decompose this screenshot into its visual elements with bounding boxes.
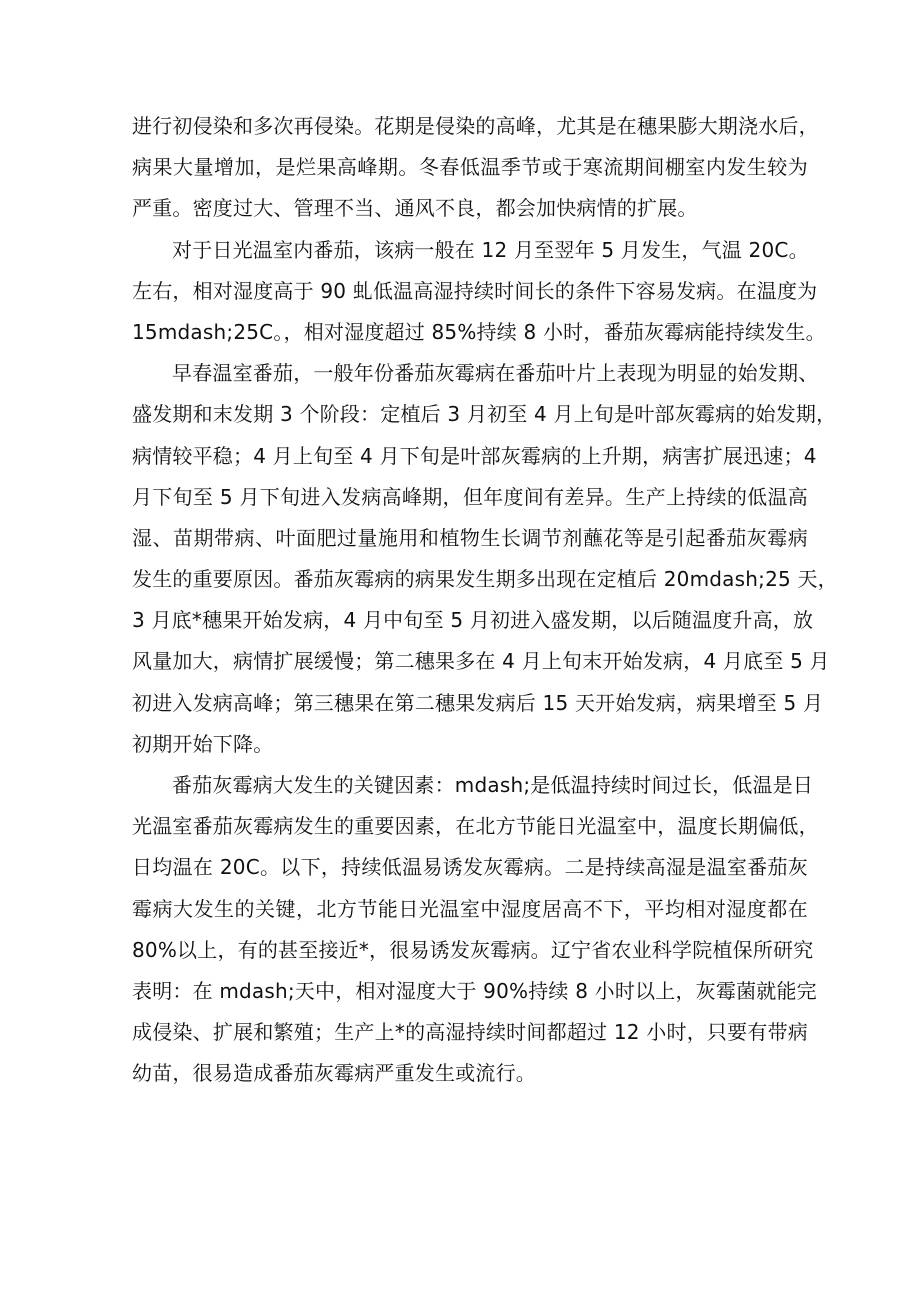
text-line: 初期开始下降。 bbox=[132, 731, 274, 756]
text-line: 盛发期和末发期 3 个阶段：定植后 3 月初至 4 月上旬是叶部灰霉病的始发期， bbox=[132, 402, 837, 427]
text-line: 湿、苗期带病、叶面肥过量施用和植物生长调节剂蘸花等是引起番茄灰霉病 bbox=[132, 525, 808, 550]
text-line: 左右，相对湿度高于 90 虬低温高湿持续时间长的条件下容易发病。在温度为 bbox=[132, 278, 818, 303]
text-line: 番茄灰霉病大发生的关键因素：mdash;是低温持续时间过长，低温是日 bbox=[172, 773, 814, 797]
text-line: 严重。密度过大、管理不当、通风不良，都会加快病情的扩展。 bbox=[132, 196, 698, 221]
text-line: 发生的重要原因。番茄灰霉病的病果发生期多出现在定植后 20mdash;25 天， bbox=[132, 567, 838, 592]
text-line: 早春温室番茄，一般年份番茄灰霉病在番茄叶片上表现为明显的始发期、 bbox=[172, 361, 819, 386]
body-text bbox=[132, 106, 838, 1095]
text-line: 风量加大，病情扩展缓慢；第二穗果多在 4 月上旬末开始发病，4 月底至 5 月 bbox=[132, 649, 830, 674]
text-line: 表明：在 mdash;天中，相对湿度大于 90%持续 8 小时以上，灰霉菌就能完 bbox=[132, 978, 817, 1003]
text-line: 成侵染、扩展和繁殖；生产上*的高湿持续时间都超过 12 小时，只要有带病 bbox=[132, 1020, 808, 1045]
text-line: 月下旬至 5 月下旬进入发病高峰期，但年度间有差异。生产上持续的低温高 bbox=[132, 484, 808, 509]
text-line: 幼苗，很易造成番茄灰霉病严重发生或流行。 bbox=[132, 1061, 536, 1086]
paragraph-1 bbox=[132, 106, 819, 230]
text-line: 霉病大发生的关键，北方节能日光温室中湿度居高不下，平均相对湿度都在 bbox=[132, 896, 808, 921]
text-line: 光温室番茄灰霉病发生的重要因素，在北方节能日光温室中，温度长期偏低， bbox=[132, 814, 819, 839]
text-line: 病果大量增加，是烂果高峰期。冬春低温季节或于寒流期间棚室内发生较为 bbox=[132, 155, 808, 180]
text-line: 3 月底*穗果开始发病，4 月中旬至 5 月初进入盛发期，以后随温度升高，放 bbox=[132, 608, 814, 633]
text-line: 病情较平稳；4 月上旬至 4 月下旬是叶部灰霉病的上升期，病害扩展迅速；4 bbox=[132, 443, 817, 468]
paragraph-4 bbox=[132, 765, 819, 1095]
text-line: 80%以上，有的甚至接近*，很易诱发灰霉病。辽宁省农业科学院植保所研究 bbox=[132, 937, 814, 962]
text-line: 对于日光温室内番茄，该病一般在 12 月至翌年 5 月发生，气温 20C。 bbox=[172, 237, 809, 262]
paragraph-2 bbox=[132, 230, 826, 354]
text-line: 进行初侵染和多次再侵染。花期是侵染的高峰，尤其是在穗果膨大期浇水后， bbox=[132, 114, 819, 138]
text-line: 15mdash;25C。，相对湿度超过 85%持续 8 小时，番茄灰霉病能持续发生。 bbox=[132, 319, 826, 344]
text-line: 初进入发病高峰；第三穗果在第二穗果发病后 15 天开始发病，病果增至 5 月 bbox=[132, 690, 824, 715]
paragraph-3 bbox=[132, 353, 838, 765]
text-line: 日均温在 20C。以下，持续低温易诱发灰霉病。二是持续高湿是温室番茄灰 bbox=[132, 855, 808, 880]
